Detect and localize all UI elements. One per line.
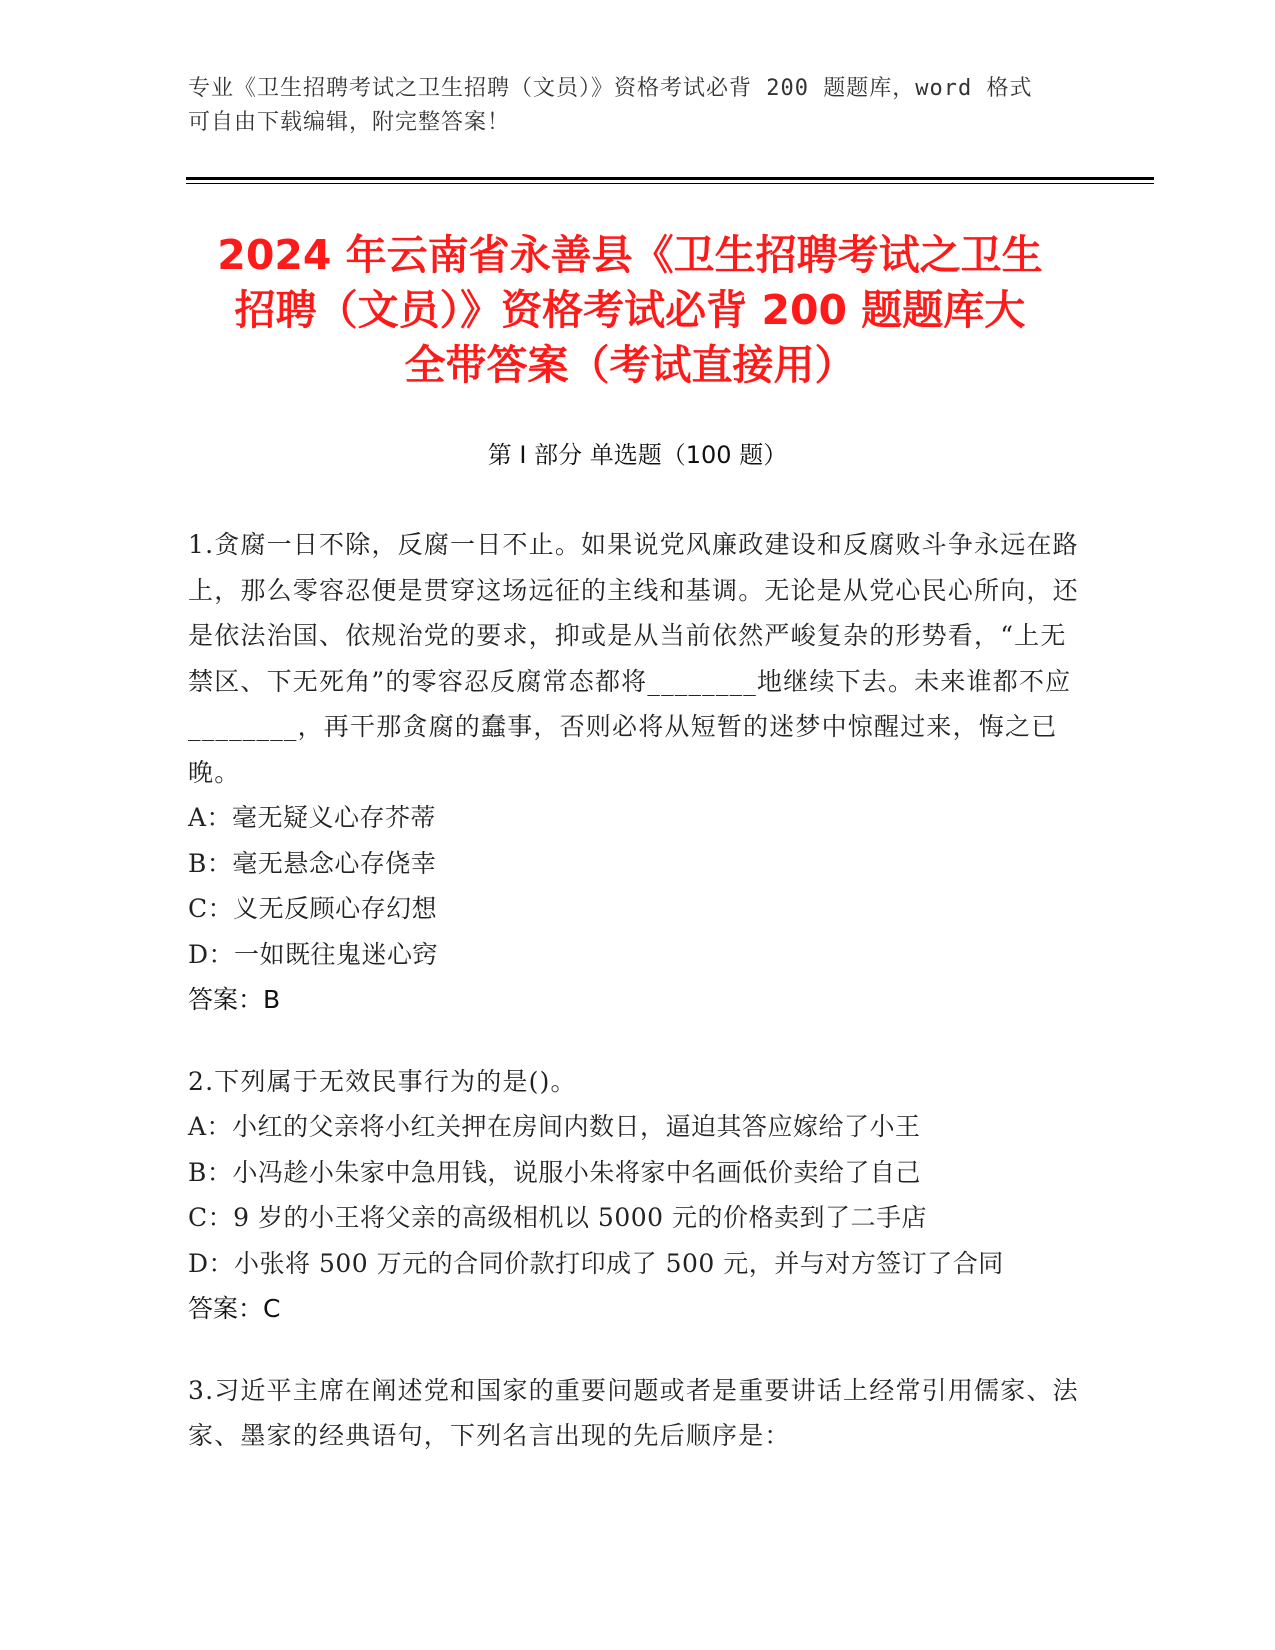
document-title-line-3: 全带答案（考试直接用） bbox=[404, 341, 856, 389]
question-1 bbox=[188, 522, 1088, 1023]
option-a: A：小红的父亲将小红关押在房间内数日，逼迫其答应嫁给了小王 bbox=[188, 1112, 921, 1141]
question-list bbox=[188, 522, 1088, 1495]
document-title-line-1: 2024 年云南省永善县《卫生招聘考试之卫生 bbox=[217, 231, 1043, 279]
question-stem: 2.下列属于无效民事行为的是()。 bbox=[188, 1066, 577, 1096]
question-stem: 1.贪腐一日不除，反腐一日不止。如果说党风廉政建设和反腐败斗争永远在路上，那么零容忍便是贯穿这场远征的主线和基调。无论是从党心民心所向，还是依法治国、依规治党的要求，抑或是从当前依然严峻复杂的形势看，“上无禁区、下无死角”的零容忍反腐常态都将________地继续下去。未来谁都不应________，再干那贪腐的蠢事，否则必将从短暂的迷梦中惊醒过来，悔之已晚。 bbox=[188, 530, 1079, 787]
header-note bbox=[188, 72, 1068, 140]
question-stem: 3.习近平主席在阐述党和国家的重要问题或者是重要讲话上经常引用儒家、法家、墨家的经典语句，下列名言出现的先后顺序是： bbox=[188, 1375, 1079, 1450]
header-divider-thin bbox=[186, 183, 1154, 184]
option-c: C：9 岁的小王将父亲的高级相机以 5000 元的价格卖到了二手店 bbox=[188, 1203, 927, 1232]
answer-line: 答案：C bbox=[188, 1294, 281, 1323]
section-heading: 第 I 部分 单选题（100 题） bbox=[487, 441, 788, 469]
document-title bbox=[180, 228, 1080, 393]
header-divider-thick bbox=[186, 177, 1154, 180]
question-3 bbox=[188, 1368, 1088, 1459]
question-2 bbox=[188, 1059, 1088, 1332]
header-note-line-1: 专业《卫生招聘考试之卫生招聘（文员）》资格考试必背 200 题题库，word 格式 bbox=[188, 76, 1033, 101]
header-note-line-2: 可自由下载编辑，附完整答案！ bbox=[188, 110, 511, 135]
option-d: D：一如既往鬼迷心窍 bbox=[188, 939, 439, 969]
option-b: B：小冯趁小朱家中急用钱，说服小朱将家中名画低价卖给了自己 bbox=[188, 1157, 921, 1187]
answer-line: 答案：B bbox=[188, 985, 281, 1014]
option-b: B：毫无悬念心存侥幸 bbox=[188, 848, 437, 878]
option-d: D：小张将 500 万元的合同价款打印成了 500 元，并与对方签订了合同 bbox=[188, 1248, 1004, 1278]
document-title-line-2: 招聘（文员）》资格考试必背 200 题题库大 bbox=[234, 286, 1026, 334]
option-a: A：毫无疑义心存芥蒂 bbox=[188, 803, 437, 832]
option-c: C：义无反顾心存幻想 bbox=[188, 894, 438, 923]
